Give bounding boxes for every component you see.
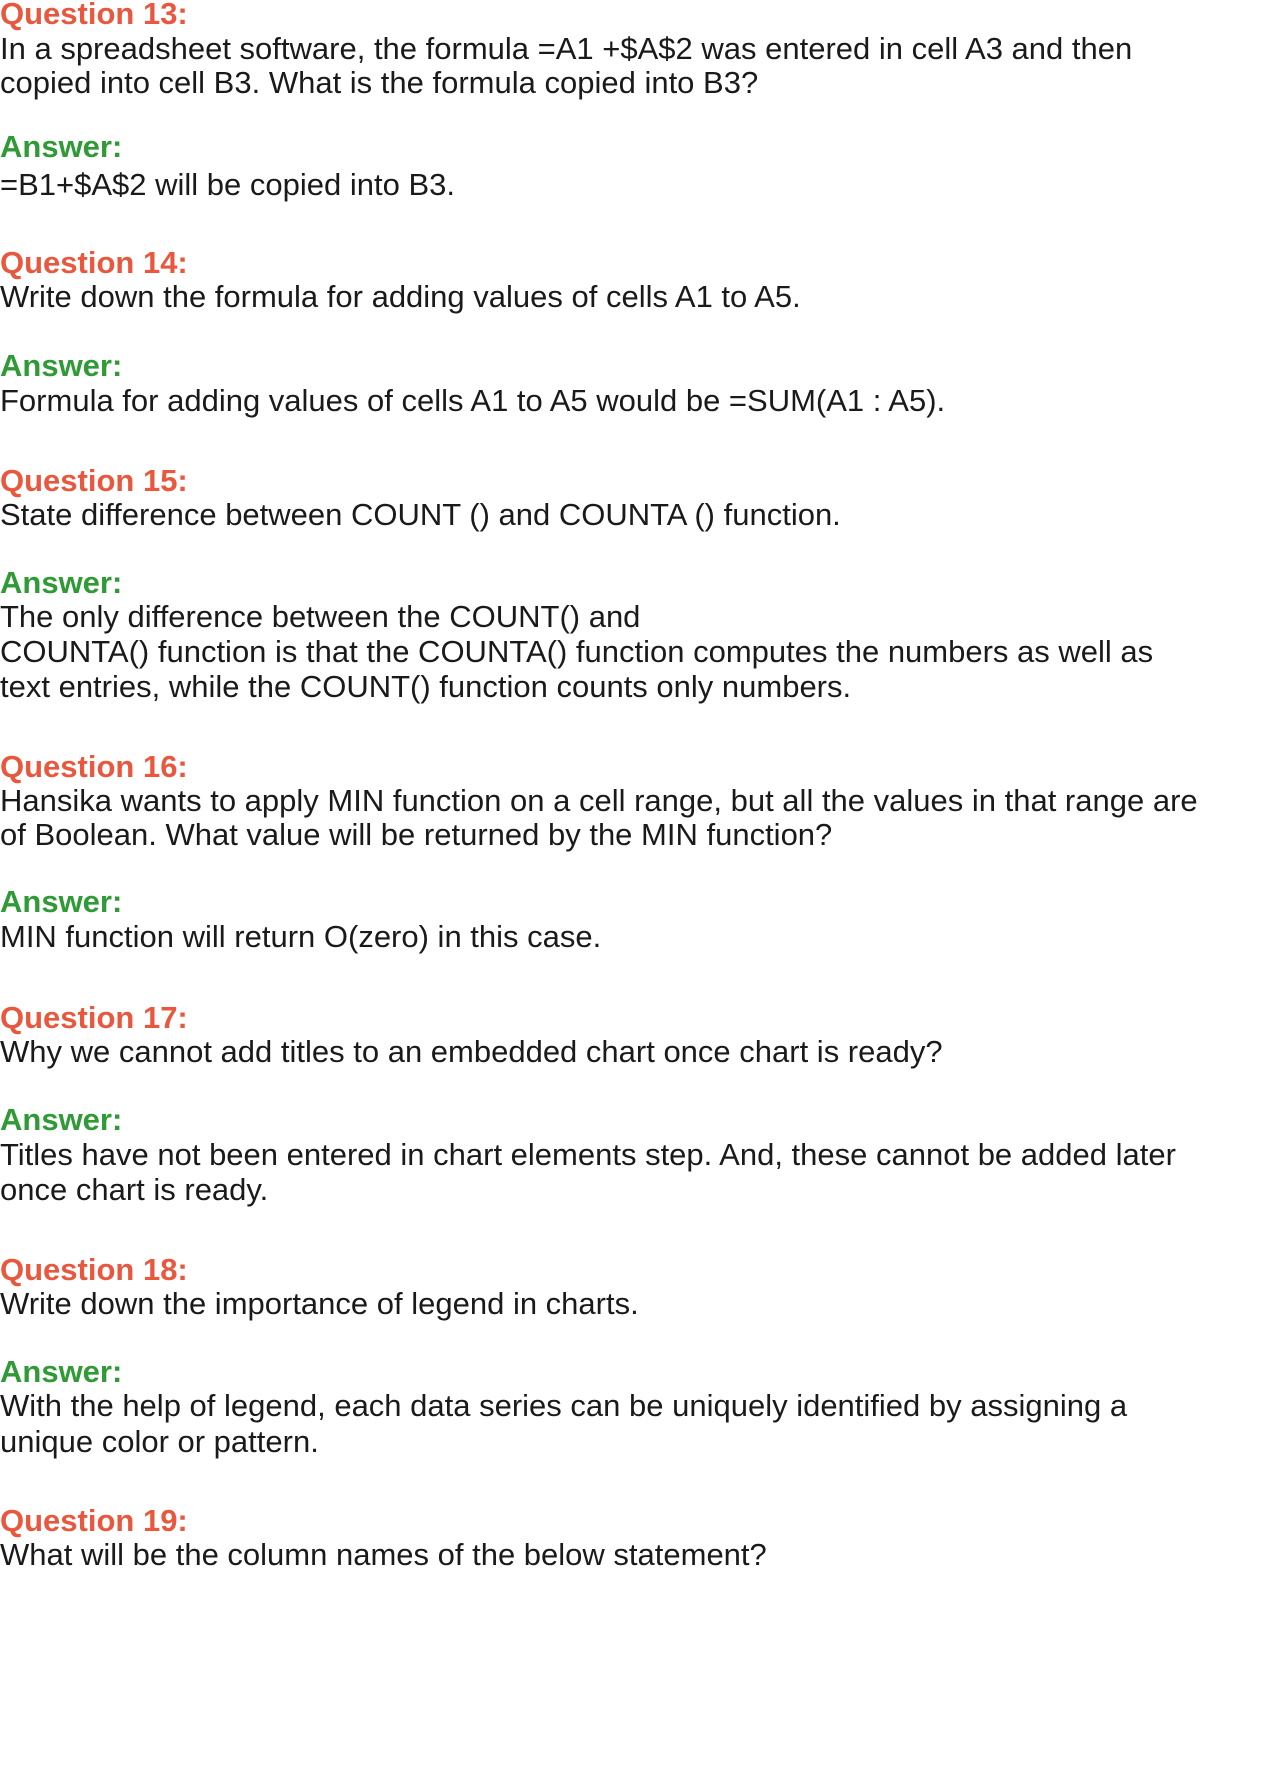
answer-label: Answer: [0,348,123,383]
question-text-line: copied into cell B3. What is the formula copied into B3? [0,64,759,100]
answer-label: Answer: [0,565,123,600]
answer-label: Answer: [0,1102,123,1137]
question-text-line: Hansika wants to apply MIN function on a cell range, but all the values in that range are [0,783,1198,818]
answer-text-line: Formula for adding values of cells A1 to A5 would be =SUM(A1 : A5). [0,383,946,418]
question-label: Question 15: [0,463,188,498]
question-13-block [0,0,1286,102]
answer-17-block [0,1101,1286,1209]
question-label: Question 17: [0,1000,188,1035]
answer-13-block [0,128,1286,205]
question-19-block [0,1502,1286,1575]
question-label: Question 19: [0,1503,188,1538]
answer-15-block [0,564,1286,707]
answer-14-block [0,347,1286,421]
question-text-line: State difference between COUNT () and COUNTA () function. [0,497,841,532]
answer-text-line: once chart is ready. [0,1171,269,1207]
answer-text-line: Titles have not been entered in chart elements step. And, these cannot be added later [0,1137,1176,1172]
answer-text-line: text entries, while the COUNT() function counts only numbers. [0,669,852,704]
answer-text-line: =B1+$A$2 will be copied into B3. [0,167,455,202]
answer-label: Answer: [0,884,123,919]
answer-text-line: MIN function will return O(zero) in this case. [0,919,602,954]
answer-text-line: The only difference between the COUNT() and [0,599,641,634]
question-label: Question 14: [0,245,188,280]
question-text-line: Why we cannot add titles to an embedded chart once chart is ready? [0,1034,943,1069]
question-label: Question 18: [0,1252,188,1287]
question-18-block [0,1251,1286,1324]
answer-label: Answer: [0,129,123,164]
question-text-line: Write down the importance of legend in charts. [0,1286,639,1321]
question-text-line: In a spreadsheet software, the formula =A1 +$A$2 was entered in cell A3 and then [0,31,1133,66]
question-16-block [0,748,1286,854]
answer-text-line: unique color or pattern. [0,1423,319,1459]
answer-16-block [0,883,1286,957]
question-text-line: of Boolean. What value will be returned by the MIN function? [0,816,833,852]
answer-18-block [0,1353,1286,1461]
question-15-block [0,462,1286,535]
question-label: Question 16: [0,749,188,784]
answer-label: Answer: [0,1354,123,1389]
answer-text-line: With the help of legend, each data series can be uniquely identified by assigning a [0,1388,1128,1423]
question-label: Question 13: [0,0,188,31]
question-14-block [0,244,1286,317]
question-text-line: What will be the column names of the below statement? [0,1537,767,1572]
question-text-line: Write down the formula for adding values of cells A1 to A5. [0,279,801,314]
answer-text-line: COUNTA() function is that the COUNTA() function computes the numbers as well as [0,633,1154,669]
question-17-block [0,999,1286,1072]
